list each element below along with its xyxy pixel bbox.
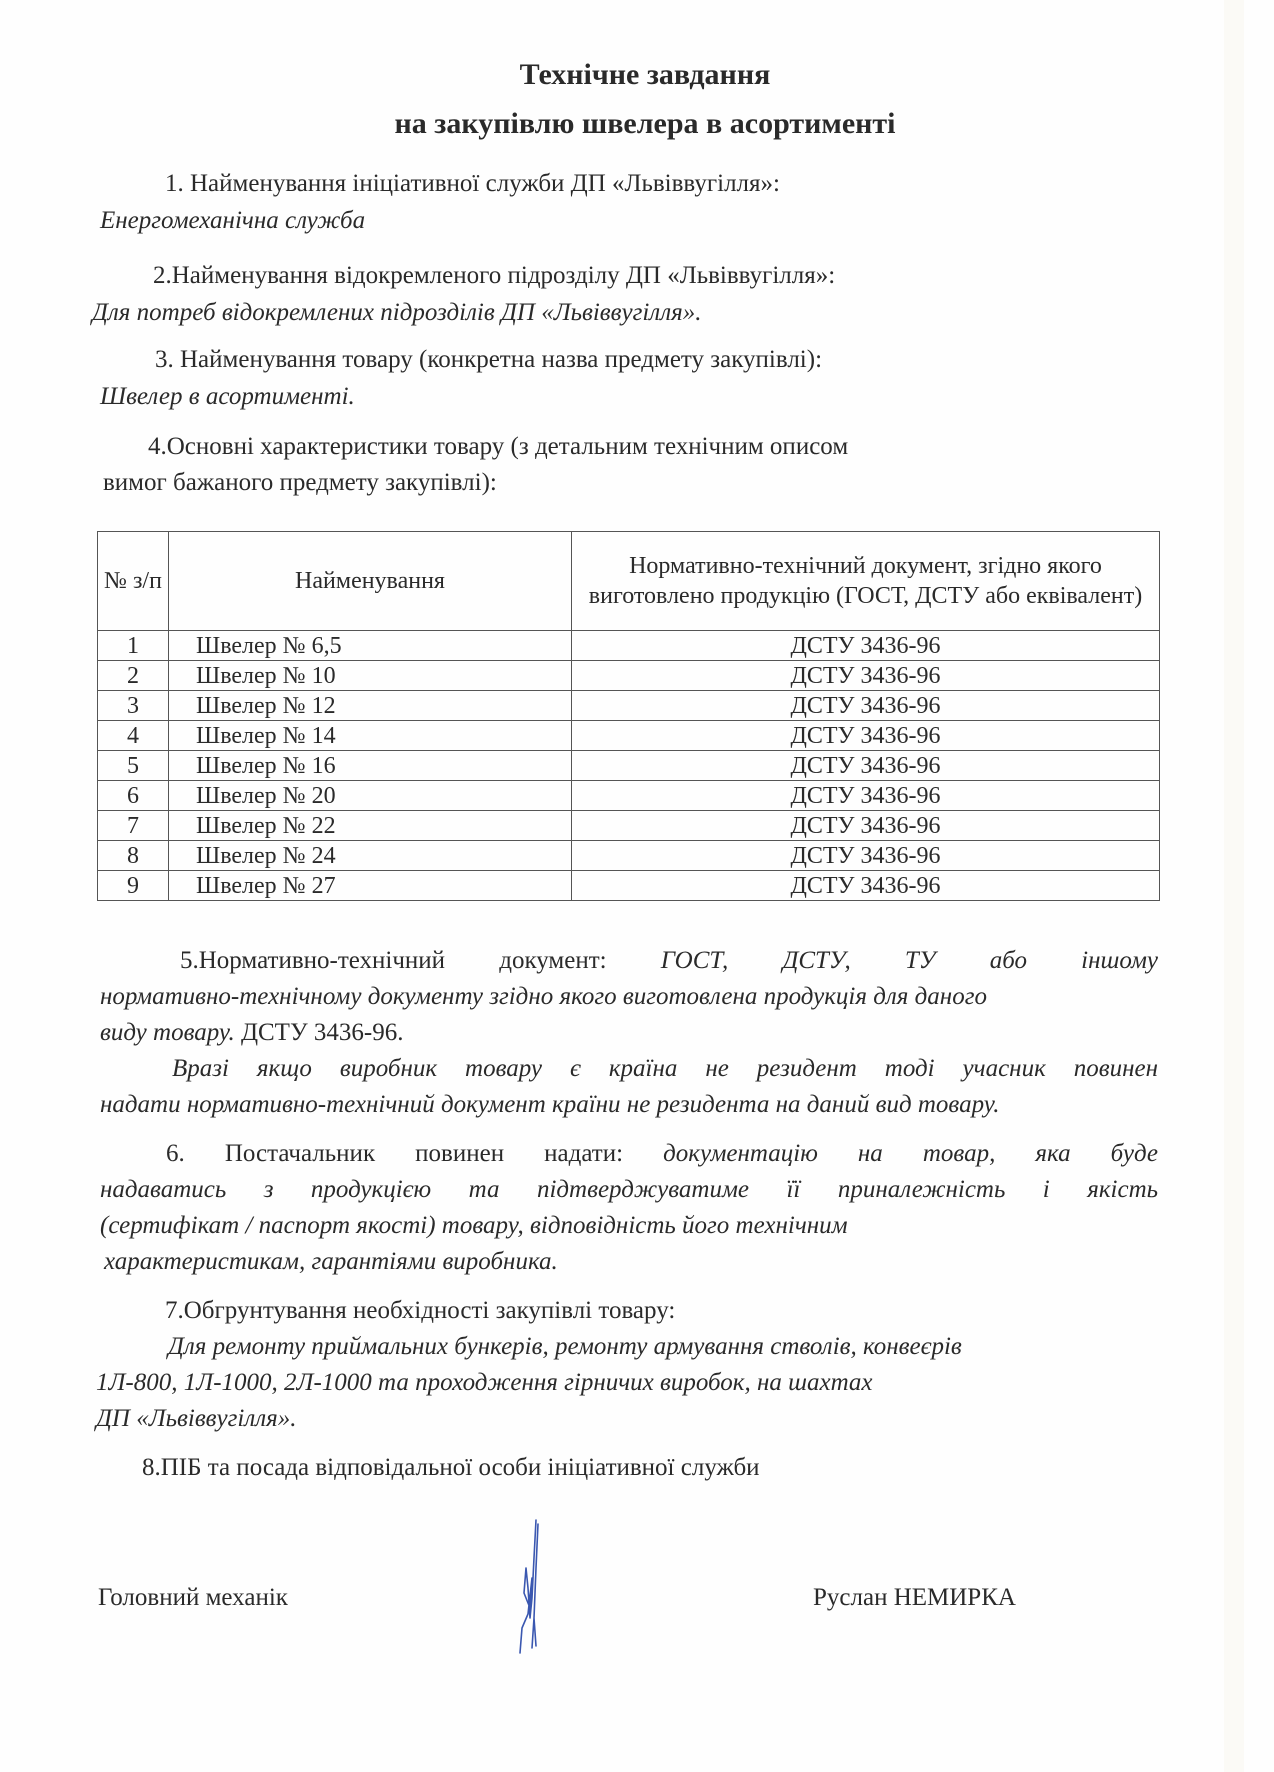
row-num: 9 <box>98 871 169 901</box>
section-7-label: 7.Обгрунтування необхідності закупівлі товару: <box>165 1297 676 1324</box>
section-5-line3-italic: виду товару. <box>100 1019 235 1046</box>
section-5-note-line1 <box>100 1055 1158 1083</box>
row-name: Швелер № 27 <box>169 871 572 901</box>
row-num: 1 <box>98 631 169 661</box>
section-7-line3: ДП «Львіввугілля». <box>96 1405 297 1432</box>
table-row <box>98 721 1160 751</box>
row-name: Швелер № 20 <box>169 781 572 811</box>
section-5-line1-italic: ГОСТ, ДСТУ, ТУ або іншому <box>660 947 1158 974</box>
row-num: 5 <box>98 751 169 781</box>
row-doc: ДСТУ 3436-96 <box>572 841 1160 871</box>
row-doc: ДСТУ 3436-96 <box>572 871 1160 901</box>
document-subtitle: на закупівлю швелера в асортименті <box>394 107 896 140</box>
row-num: 4 <box>98 721 169 751</box>
row-name: Швелер № 24 <box>169 841 572 871</box>
section-1-value: Енергомеханічна служба <box>100 207 366 234</box>
section-6-line2 <box>100 1176 1158 1204</box>
section-7-line2: 1Л-800, 1Л-1000, 2Л-1000 та проходження гірничих виробок, на шахтах <box>96 1369 873 1396</box>
section-3-value: Швелер в асортименті. <box>100 383 355 410</box>
section-4-label-line2: вимог бажаного предмету закупівлі): <box>103 469 497 496</box>
row-doc: ДСТУ 3436-96 <box>572 661 1160 691</box>
signatory-name: Руслан НЕМИРКА <box>813 1584 1016 1611</box>
row-name: Швелер № 16 <box>169 751 572 781</box>
section-6-line1 <box>100 1140 1158 1168</box>
header-num: № з/п <box>98 532 169 631</box>
row-num: 8 <box>98 841 169 871</box>
table-row <box>98 691 1160 721</box>
header-doc: Нормативно-технічний документ, згідно якого виготовлено продукцію (ГОСТ, ДСТУ або еквівалент) <box>572 532 1160 631</box>
row-doc: ДСТУ 3436-96 <box>572 811 1160 841</box>
row-name: Швелер № 10 <box>169 661 572 691</box>
section-6-label: 6. Постачальник повинен надати: <box>166 1140 624 1167</box>
row-doc: ДСТУ 3436-96 <box>572 781 1160 811</box>
section-1-label: 1. Найменування ініціативної служби ДП «Львіввугілля»: <box>165 170 780 197</box>
section-7-line1: Для ремонту приймальних бункерів, ремонту армування стволів, конвеєрів <box>168 1333 962 1360</box>
section-5-note-line1-text: Вразі якщо виробник товару є країна не резидент тоді учасник повинен <box>172 1055 1158 1082</box>
specification-table <box>97 531 1160 901</box>
table-row <box>98 841 1160 871</box>
section-5-line1 <box>100 947 1158 975</box>
row-doc: ДСТУ 3436-96 <box>572 751 1160 781</box>
section-8-label: 8.ПІБ та посада відповідальної особи ініціативної служби <box>142 1454 760 1481</box>
header-name: Найменування <box>169 532 572 631</box>
section-4-label-line1: 4.Основні характеристики товару (з детальним технічним описом <box>148 433 849 460</box>
row-doc: ДСТУ 3436-96 <box>572 631 1160 661</box>
section-5-line2: нормативно-технічному документу згідно якого виготовлена продукція для даного <box>100 983 987 1010</box>
signatory-position: Головний механік <box>98 1584 288 1611</box>
section-3-label: 3. Найменування товару (конкретна назва предмету закупівлі): <box>155 346 823 373</box>
scan-edge <box>1224 0 1244 1772</box>
row-name: Швелер № 12 <box>169 691 572 721</box>
section-6-line3: (сертифікат / паспорт якості) товару, відповідність його технічним <box>100 1212 848 1239</box>
row-num: 3 <box>98 691 169 721</box>
document-title: Технічне завдання <box>519 58 771 91</box>
table-row <box>98 781 1160 811</box>
row-num: 2 <box>98 661 169 691</box>
section-6-line1-italic: документацію на товар, яка буде <box>663 1140 1158 1167</box>
section-2-label: 2.Найменування відокремленого підрозділу ДП «Львіввугілля»: <box>153 262 836 289</box>
section-2-value: Для потреб відокремлених підрозділів ДП «Львіввугілля». <box>92 299 702 326</box>
section-6-line2-text: надаватись з продукцією та підтверджуватиме її приналежність і якість <box>100 1176 1158 1203</box>
row-num: 6 <box>98 781 169 811</box>
table-row <box>98 811 1160 841</box>
row-name: Швелер № 14 <box>169 721 572 751</box>
table-row <box>98 661 1160 691</box>
table-header-row <box>98 532 1160 631</box>
row-name: Швелер № 22 <box>169 811 572 841</box>
section-5-label: 5.Нормативно-технічний документ: <box>180 947 607 974</box>
row-num: 7 <box>98 811 169 841</box>
table-row <box>98 751 1160 781</box>
section-6-line4: характеристикам, гарантіями виробника. <box>104 1248 558 1275</box>
section-5-line3-regular: ДСТУ 3436-96. <box>234 1019 404 1046</box>
section-5-note-line2: надати нормативно-технічний документ країни не резидента на даний вид товару. <box>100 1091 1000 1118</box>
table-row <box>98 631 1160 661</box>
row-doc: ДСТУ 3436-96 <box>572 721 1160 751</box>
row-doc: ДСТУ 3436-96 <box>572 691 1160 721</box>
row-name: Швелер № 6,5 <box>169 631 572 661</box>
handwritten-signature-icon <box>490 1518 550 1658</box>
table-row <box>98 871 1160 901</box>
section-5-line3 <box>100 1019 403 1047</box>
